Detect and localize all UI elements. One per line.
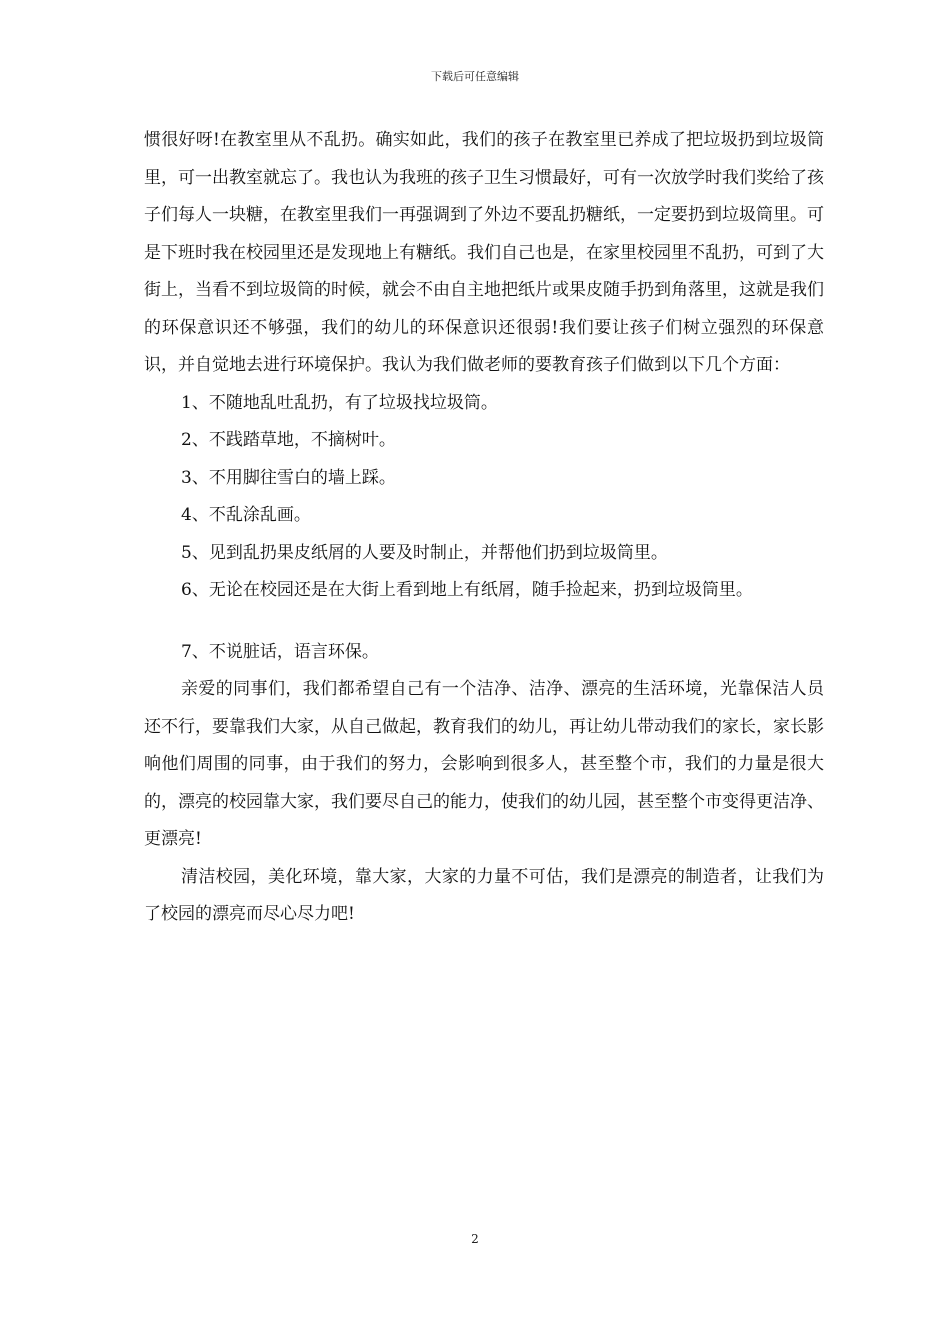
body-paragraph-2: 亲爱的同事们，我们都希望自己有一个洁净、洁净、漂亮的生活环境，光靠保洁人员还不行，要靠我们大家，从自己做起，教育我们的幼儿，再让幼儿带动我们的家长，家长影响他们周围的同事，由于我们的努力，会影响到很多人，甚至整个市，我们的力量是很大的，漂亮的校园靠大家，我们要尽自己的能力，使我们的幼儿园，甚至整个市变得更洁净、更漂亮! <box>144 679 824 849</box>
list-item-6: 6、无论在校园还是在大街上看到地上有纸屑，随手捡起来，扔到垃圾筒里。 <box>181 580 753 600</box>
list-item-4: 4、不乱涂乱画。 <box>181 505 311 525</box>
list-item-7: 7、不说脏话，语言环保。 <box>181 641 379 662</box>
document-body <box>144 122 824 934</box>
list-item-2: 2、不践踏草地，不摘树叶。 <box>181 430 396 450</box>
page-header: 下载后可任意编辑 <box>431 70 519 83</box>
list-item-5: 5、见到乱扔果皮纸屑的人要及时制止，并帮他们扔到垃圾筒里。 <box>181 542 668 563</box>
list-item-3: 3、不用脚往雪白的墙上踩。 <box>181 467 396 488</box>
body-paragraph-1: 惯很好呀!在教室里从不乱扔。确实如此，我们的孩子在教室里已养成了把垃圾扔到垃圾筒里，可一出教室就忘了。我也认为我班的孩子卫生习惯最好，可有一次放学时我们奖给了孩子们每人一块糖，在教室里我们一再强调到了外边不要乱扔糖纸，一定要扔到垃圾筒里。可是下班时我在校园里还是发现地上有糖纸。我们自己也是，在家里校园里不乱扔，可到了大街上，当看不到垃圾筒的时候，就会不由自主地把纸片或果皮随手扔到角落里，这就是我们的环保意识还不够强，我们的幼儿的环保意识还很弱!我们要让孩子们树立强烈的环保意识，并自觉地去进行环境保护。我认为我们做老师的要教育孩子们做到以下几个方面： <box>144 130 824 375</box>
body-paragraph-3: 清洁校园，美化环境，靠大家，大家的力量不可估，我们是漂亮的制造者，让我们为了校园的漂亮而尽心尽力吧! <box>144 866 824 924</box>
page-number: 2 <box>471 1232 479 1246</box>
list-item-1: 1、不随地乱吐乱扔，有了垃圾找垃圾筒。 <box>181 392 498 413</box>
